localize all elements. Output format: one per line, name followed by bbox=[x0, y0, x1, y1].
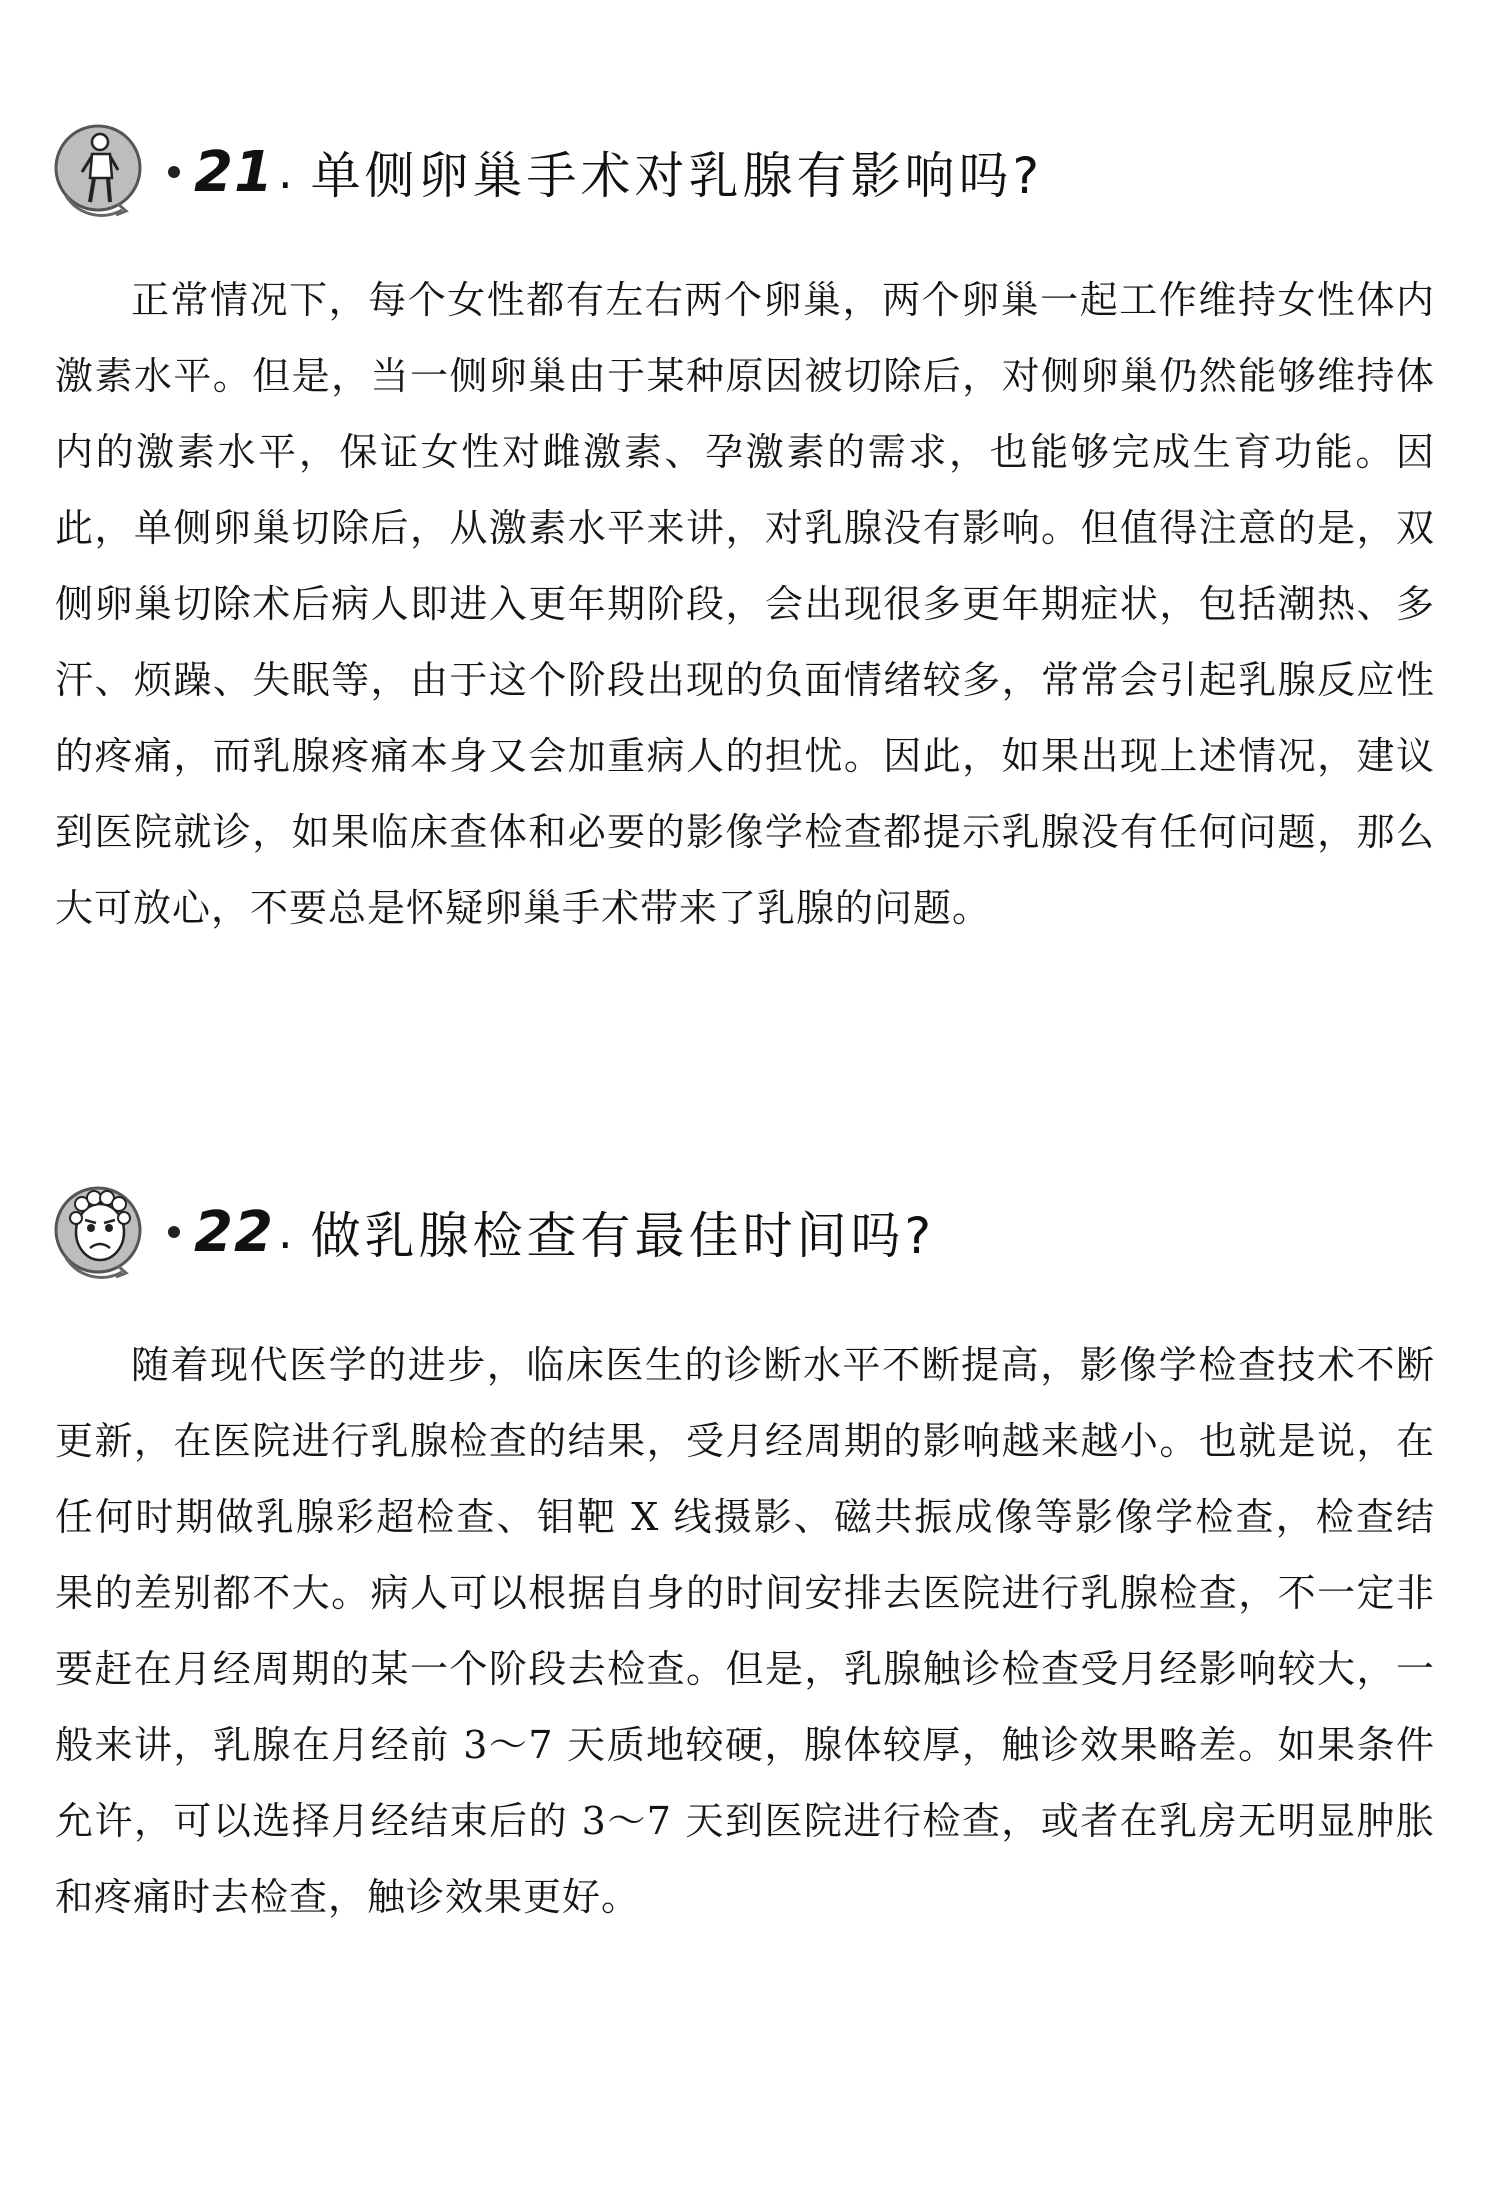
section-body: 正常情况下，每个女性都有左右两个卵巢，两个卵巢一起工作维持女性体内激素水平。但是，当一侧卵巢由于某种原因被切除后，对侧卵巢仍然能够维持体内的激素水平，保证女性对雌激素、孕激素的需求，也能够完成生育功能。因此，单侧卵巢切除后，从激素水平来讲，对乳腺没有影响。但值得注意的是，双侧卵巢切除术后病人即进入更年期阶段，会出现很多更年期症状，包括潮热、多汗、烦躁、失眠等，由于这个阶段出现的负面情绪较多，常常会引起乳腺反应性的疼痛，而乳腺疼痛本身又会加重病人的担忧。因此，如果出现上述情况，建议到医院就诊，如果临床查体和必要的影像学检查都提示乳腺没有任何问题，那么大可放心，不要总是怀疑卵巢手术带来了乳腺的问题。 bbox=[55, 278, 1435, 930]
number-separator: . bbox=[277, 145, 293, 199]
section-title: 单侧卵巢手术对乳腺有影响吗? bbox=[310, 147, 1044, 205]
section-heading bbox=[52, 1172, 1500, 1292]
worried-woman-face-icon bbox=[52, 1176, 152, 1288]
section-title: 做乳腺检查有最佳时间吗? bbox=[310, 1207, 936, 1265]
section-number: 21 bbox=[194, 139, 274, 205]
section-body: 随着现代医学的进步，临床医生的诊断水平不断提高，影像学检查技术不断更新，在医院进行乳腺检查的结果，受月经周期的影响越来越小。也就是说，在任何时期做乳腺彩超检查、钼靶 X 线摄影、磁共振成像等影像学检查，检查结果的差别都不大。病人可以根据自身的时间安排去医院进行乳腺检查，不一定非要赶在月经周期的某一个阶段去检查。但是，乳腺触诊检查受月经影响较大，一般来讲，乳腺在月经前 3～7 天质地较硬，腺体较厚，触诊效果略差。如果条件允许，可以选择月经结束后的 3～7 天到医院进行检查，或者在乳房无明显肿胀和疼痛时去检查，触诊效果更好。 bbox=[55, 1343, 1435, 1919]
number-separator: . bbox=[277, 1205, 293, 1259]
section-21 bbox=[0, 112, 1500, 930]
section-22 bbox=[0, 1172, 1500, 1919]
heading-bullet bbox=[168, 166, 180, 178]
section-number: 22 bbox=[194, 1199, 274, 1265]
standing-figure-icon bbox=[52, 116, 152, 228]
section-heading bbox=[52, 112, 1500, 232]
heading-bullet bbox=[168, 1226, 180, 1238]
